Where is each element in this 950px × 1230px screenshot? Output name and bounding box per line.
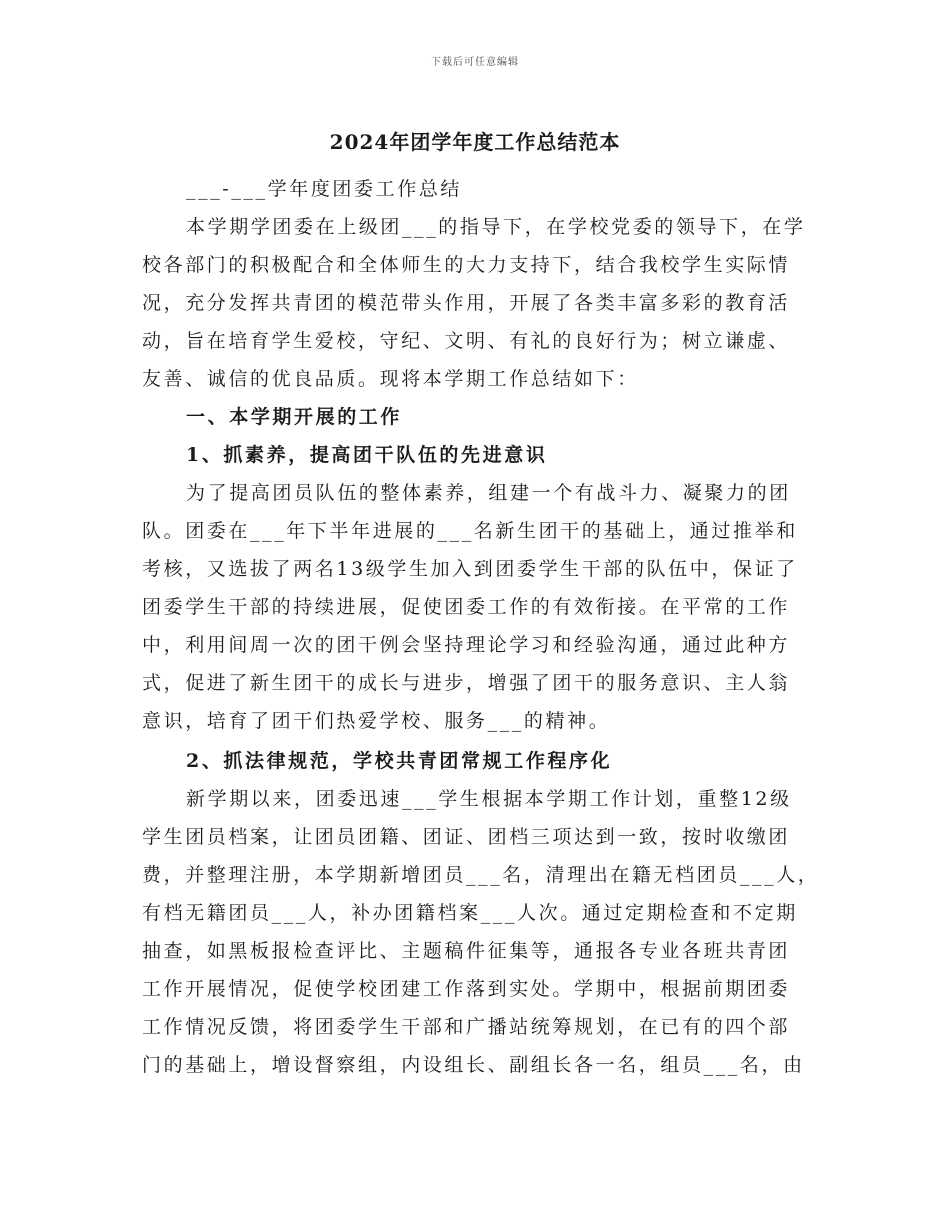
paragraph-line: 中，利用间周一次的团干例会坚持理论学习和经验沟通，通过此种方: [142, 634, 791, 656]
section-heading: 一、本学期开展的工作: [186, 406, 403, 428]
paragraph-line: 友善、诚信的优良品质。现将本学期工作总结如下：: [142, 368, 639, 390]
paragraph-line: 为了提高团员队伍的整体素养，组建一个有战斗力、凝聚力的团: [186, 482, 791, 504]
paragraph-line: 工作情况反馈，将团委学生干部和广播站统筹规划，在已有的四个部: [142, 1016, 791, 1038]
paragraph-line: 动，旨在培育学生爱校，守纪、文明、有礼的良好行为；树立谦虚、: [142, 330, 791, 352]
document-body: [142, 170, 820, 1084]
paragraph-line: 有档无籍团员___人，补办团籍档案___人次。通过定期检查和不定期: [142, 902, 798, 924]
paragraph-line: 考核，又选拔了两名13级学生加入到团委学生干部的队伍中，保证了: [142, 558, 798, 580]
paragraph-line: 本学期学团委在上级团___的指导下，在学校党委的领导下，在学: [186, 216, 806, 238]
paragraph-line: 门的基础上，增设督察组，内设组长、副组长各一名，组员___名，由: [142, 1054, 805, 1076]
paragraph-line: 意识，培育了团干们热爱学校、服务___的精神。: [142, 710, 611, 732]
paragraph-line: 况，充分发挥共青团的模范带头作用，开展了各类丰富多彩的教育活: [142, 292, 791, 314]
document-title: 2024年团学年度工作总结范本: [329, 130, 621, 154]
paragraph-line: 抽查，如黑板报检查评比、主题稿件征集等，通报各专业各班共青团: [142, 940, 791, 962]
paragraph-line: 费，并整理注册，本学期新增团员___名，清理出在籍无档团员___人，: [142, 864, 820, 886]
header-note: 下载后可任意编辑: [431, 57, 519, 68]
paragraph-line: 校各部门的积极配合和全体师生的大力支持下，结合我校学生实际情: [142, 254, 791, 276]
subtitle-line: ___-___学年度团委工作总结: [186, 178, 463, 200]
paragraph-line: 式，促进了新生团干的成长与进步，增强了团干的服务意识、主人翁: [142, 672, 791, 694]
subsection-heading: 2、抓法律规范，学校共青团常规工作程序化: [186, 750, 613, 772]
paragraph-line: 学生团员档案，让团员团籍、团证、团档三项达到一致，按时收缴团: [142, 826, 791, 848]
paragraph-line: 团委学生干部的持续进展，促使团委工作的有效衔接。在平常的工作: [142, 596, 791, 618]
paragraph-line: 新学期以来，团委迅速___学生根据本学期工作计划，重整12级: [186, 788, 792, 810]
paragraph-line: 队。团委在___年下半年进展的___名新生团干的基础上，通过推举和: [142, 520, 798, 542]
subsection-heading: 1、抓素养，提高团干队伍的先进意识: [186, 444, 548, 466]
paragraph-line: 工作开展情况，促使学校团建工作落到实处。学期中，根据前期团委: [142, 978, 791, 1000]
